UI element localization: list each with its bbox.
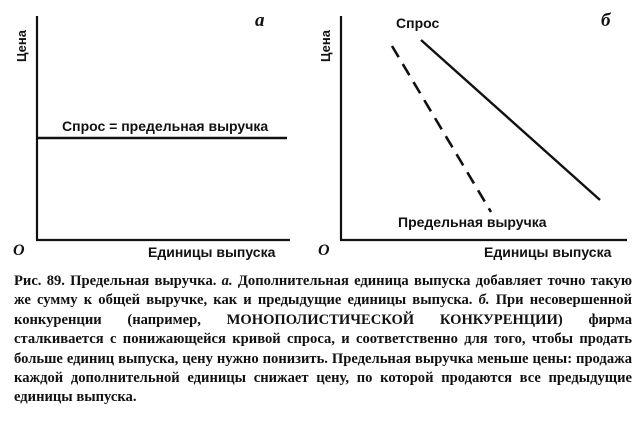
panel-a-y-axis-label: Цена: [14, 30, 29, 62]
caption-lead: Рис. 89. Предельная выручка.: [14, 273, 217, 289]
panel-b-letter: б: [601, 10, 611, 31]
panel-b-demand-label: Спрос: [396, 15, 440, 31]
panel-b-origin: O: [318, 242, 330, 259]
caption-b-text: При несовершенной конкуренции (например, МОНОПОЛИСТИЧЕСКОЙ КОНКУРЕНЦИИ) фирма сталкивается с понижающейся кривой спроса, и соответственно для того, чтобы продать больше единиц выпуска, цену нужно понизить. Предельная выручка меньше цены: продажа каждой дополнительной единицы снижает цену, по которой продаются все предыдущие единицы выпуска.: [14, 292, 632, 406]
panel-a-curve-label: Спрос = предельная выручка: [62, 118, 269, 134]
panel-b-mr-label: Предельная выручка: [398, 214, 547, 230]
panel-b-x-axis-label: Единицы выпуска: [484, 244, 612, 260]
panel-b-y-axis-label: Цена: [318, 30, 333, 62]
panel-a-x-axis-label: Единицы выпуска: [148, 244, 276, 260]
panel-a-letter: a: [255, 10, 265, 31]
caption-b-marker: б.: [478, 292, 490, 309]
caption-a-text: Дополнительная единица выпуска добавляет точно такую же сумму к общей выручке, как и предыдущие единицы выпуска.: [14, 273, 632, 309]
figure-caption: [14, 272, 632, 408]
caption-a-marker: а.: [221, 273, 233, 289]
panel-a-origin: O: [13, 242, 25, 259]
panel-b-mr-line: [392, 46, 491, 212]
panel-b-demand-line: [421, 40, 600, 200]
